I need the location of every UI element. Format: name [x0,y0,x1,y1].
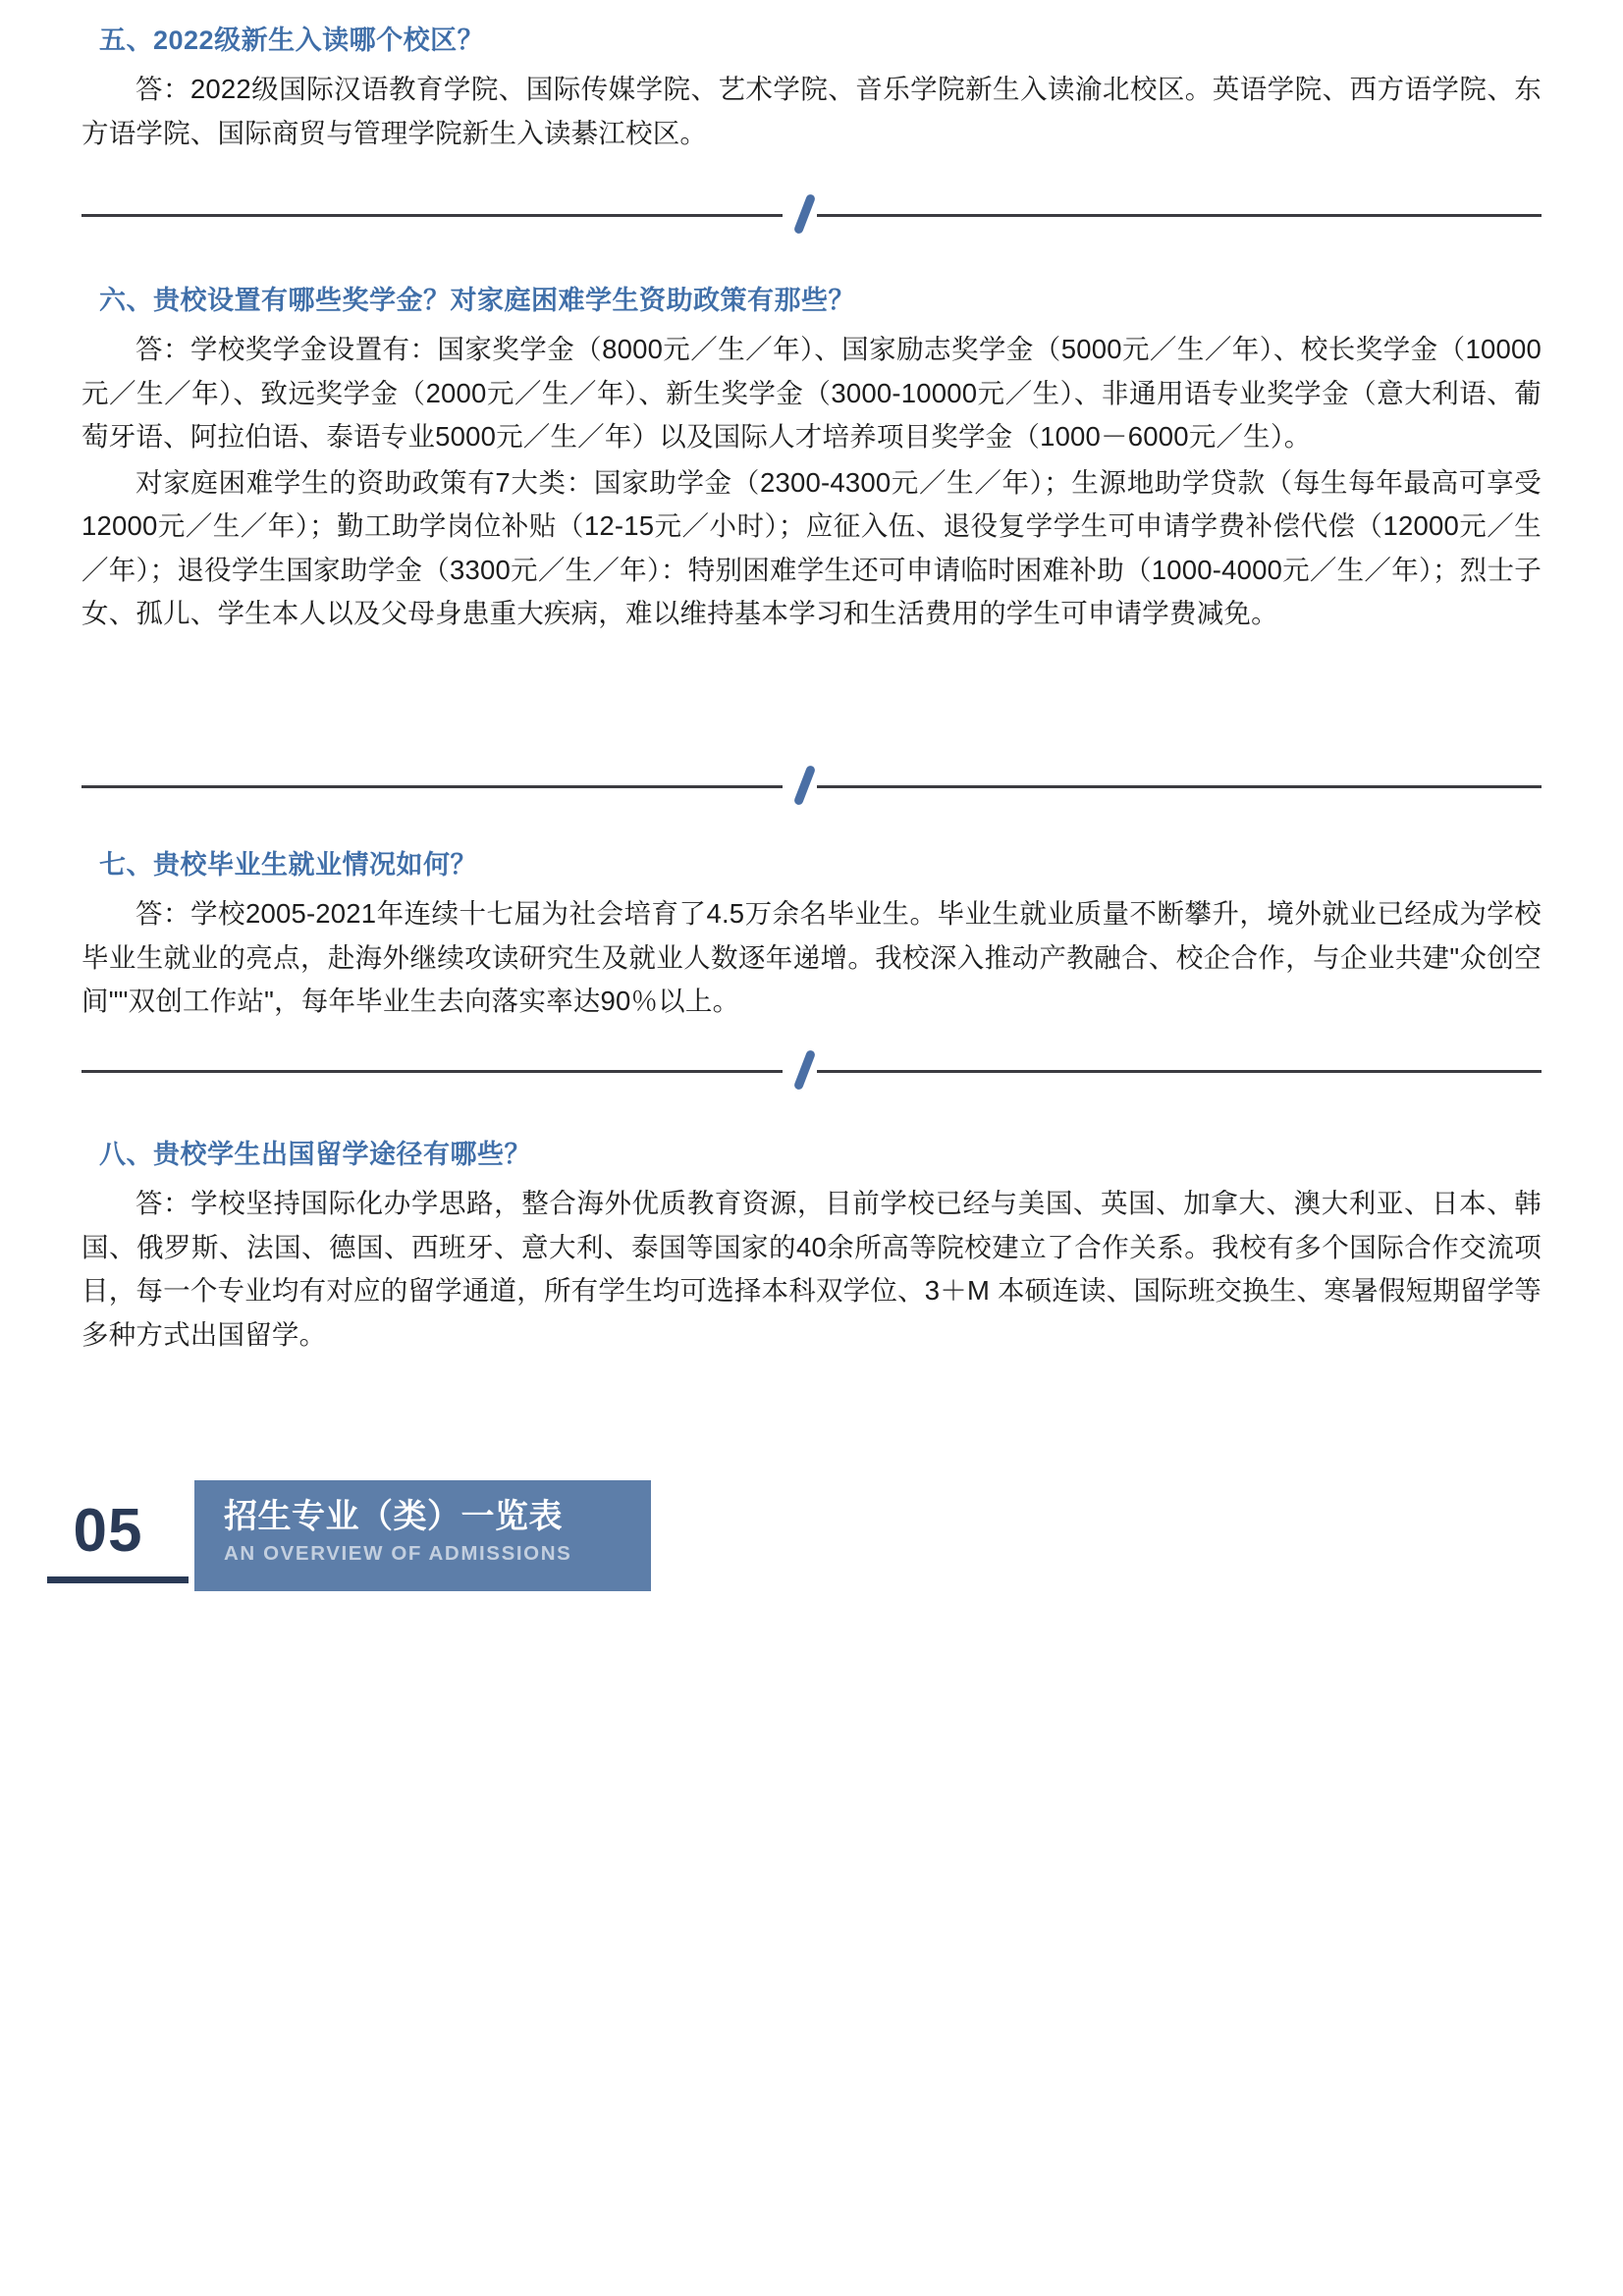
section-banner-title-en: AN OVERVIEW OF ADMISSIONS [224,1542,572,1566]
faq-answer-6-paragraph-2: 对家庭困难学生的资助政策有7大类：国家助学金（2300-4300元／生／年）；生源地助学贷款（每生每年最高可享受12000元／生／年）；勤工助学岗位补贴（12-15元／小时）；应征入伍、退役复学学生可申请学费补偿代偿（12000元／生／年）；退役学生国家助学金（3300元／生／年）：特别困难学生还可申请临时困难补助（1000-4000元／生／年）；烈士子女、孤儿、学生本人以及父母身患重大疾病，难以维持基本学习和生活费用的学生可申请学费减免。 [81,466,1542,629]
divider-line-right [817,1070,1542,1073]
divider-slash-icon [792,765,815,806]
divider-slash-icon [792,193,815,235]
section-banner-title-box [194,1480,651,1591]
section-banner-number: 05 [73,1496,143,1565]
divider-line-right [817,214,1542,217]
section-divider-3 [81,1042,1542,1097]
faq-section-6 [81,288,1542,636]
faq-heading-8: 八、贵校学生出国留学途径有哪些？ [99,1140,531,1169]
section-divider-2 [81,758,1542,813]
faq-answer-7-paragraph-1: 答：学校2005-2021年连续十七届为社会培育了4.5万余名毕业生。毕业生就业质量不断攀升，境外就业已经成为学校毕业生就业的亮点，赴海外继续攻读研究生及就业人数逐年递增。我校深入推动产教融合、校企合作，与企业共建"众创空间""双创工作站"，每年毕业生去向落实率达90％以上。 [81,898,1542,1017]
faq-heading-5: 五、2022级新生入读哪个校区？ [99,26,485,55]
section-divider-1 [81,187,1542,241]
divider-line-left [81,214,783,217]
divider-line-left [81,785,783,788]
divider-line-right [817,785,1542,788]
faq-section-5 [81,27,1542,155]
faq-section-8 [81,1142,1542,1357]
divider-slash-icon [792,1049,815,1091]
divider-line-left [81,1070,783,1073]
faq-answer-5-paragraph-1: 答：2022级国际汉语教育学院、国际传媒学院、艺术学院、音乐学院新生入读渝北校区。英语学院、西方语学院、东方语学院、国际商贸与管理学院新生入读綦江校区。 [81,74,1542,148]
faq-heading-7: 七、贵校毕业生就业情况如何？ [99,850,477,880]
section-banner-underline [47,1576,189,1583]
faq-heading-6: 六、贵校设置有哪些奖学金？对家庭困难学生资助政策有那些？ [99,286,855,315]
faq-answer-8-paragraph-1: 答：学校坚持国际化办学思路，整合海外优质教育资源，目前学校已经与美国、英国、加拿大、澳大利亚、日本、韩国、俄罗斯、法国、德国、西班牙、意大利、泰国等国家的40余所高等院校建立了合作关系。我校有多个国际合作交流项目，每一个专业均有对应的留学通道，所有学生均可选择本科双学位、3＋M 本硕连读、国际班交换生、寒暑假短期留学等多种方式出国留学。 [81,1188,1542,1350]
section-banner-05 [22,1480,651,1591]
faq-answer-6-paragraph-1: 答：学校奖学金设置有：国家奖学金（8000元／生／年）、国家励志奖学金（5000元／生／年）、校长奖学金（10000元／生／年）、致远奖学金（2000元／生／年）、新生奖学金（3000-10000元／生）、非通用语专业奖学金（意大利语、葡萄牙语、阿拉伯语、泰语专业5000元／生／年）以及国际人才培养项目奖学金（1000－6000元／生）。 [81,334,1542,453]
section-banner-title-cn: 招生专业（类）一览表 [224,1498,563,1535]
section-banner-number-block [22,1480,194,1591]
faq-section-7 [81,852,1542,1024]
